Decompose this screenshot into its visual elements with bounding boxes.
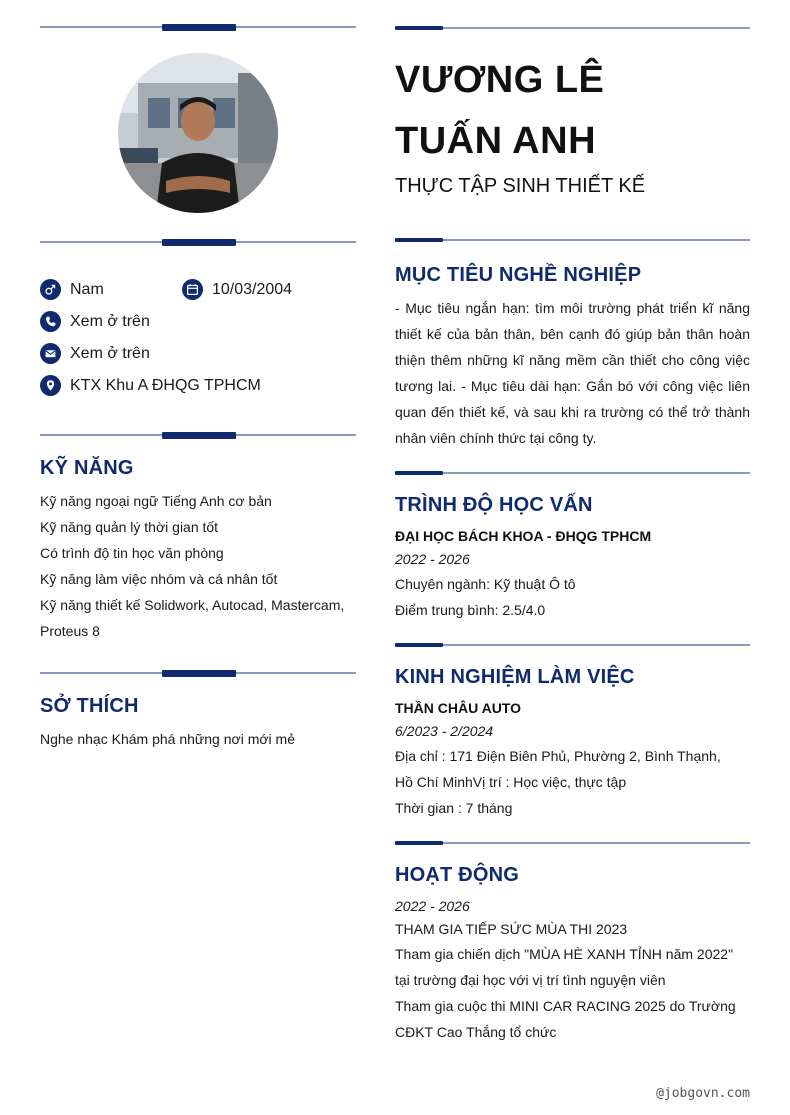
skill-item: Proteus 8: [40, 623, 100, 639]
skills-title: KỸ NĂNG: [40, 457, 134, 479]
info-phone: [40, 311, 150, 332]
education-title: TRÌNH ĐỘ HỌC VẤN: [395, 494, 593, 516]
birthdate-value: 10/03/2004: [212, 280, 293, 298]
calendar-icon: [182, 279, 203, 300]
info-gender: [40, 279, 104, 300]
hobbies-text: Nghe nhạc Khám phá những nơi mới mẻ: [40, 731, 295, 747]
objective-text: - Mục tiêu ngắn hạn: tìm môi trường phát triển kĩ năng thiết kế của bản thân, bên cạnh đó giúp bản thân hoàn thiện thêm những kĩ năng mềm cần thiết cho công việc tương lai. - Mục tiêu dài hạn: Gắn bó với công việc liên quan đến thiết kế, và sau khi ra trường có thể trở thành nhân viên chính thức tại công ty.: [395, 300, 750, 446]
email-value: Xem ở trên: [70, 344, 150, 362]
job-title: THỰC TẬP SINH THIẾT KẾ: [395, 175, 646, 197]
divider-education: [395, 469, 750, 477]
info-birthdate: [182, 279, 292, 300]
skill-item: Kỹ năng làm việc nhóm và cá nhân tốt: [40, 571, 278, 587]
education-gpa: Điểm trung bình: 2.5/4.0: [395, 602, 546, 618]
education-period: 2022 - 2026: [395, 551, 470, 567]
location-pin-icon: [40, 375, 61, 396]
full-name: [395, 50, 604, 172]
divider-top-right: [395, 24, 750, 32]
experience-detail: Địa chỉ : 171 Điện Biên Phủ, Phường 2, Bình Thạnh, Hồ Chí MinhVị trí : Học việc, thực tập: [395, 748, 721, 790]
school-name: ĐẠI HỌC BÁCH KHOA - ĐHQG TPHCM: [395, 528, 652, 544]
skill-item: Có trình độ tin học văn phòng: [40, 545, 224, 561]
activity-item: THAM GIA TIẾP SỨC MÙA THI 2023: [395, 921, 628, 937]
divider-hobbies: [40, 669, 356, 677]
gender-icon: [40, 279, 61, 300]
experience-period: 6/2023 - 2/2024: [395, 723, 494, 739]
experience-duration: Thời gian : 7 tháng: [395, 800, 513, 816]
divider-activities: [395, 839, 750, 847]
activity-item: Tham gia cuộc thi MINI CAR RACING 2025 do Trường CĐKT Cao Thắng tổ chức: [395, 998, 736, 1040]
experience-title: KINH NGHIỆM LÀM VIỆC: [395, 666, 635, 688]
activities-period: 2022 - 2026: [395, 898, 470, 914]
divider-below-avatar: [40, 238, 356, 246]
skill-item: Kỹ năng thiết kế Solidwork, Autocad, Mastercam,: [40, 597, 345, 613]
footer-watermark: @jobgovn.com: [656, 1086, 750, 1101]
address-value: KTX Khu A ĐHQG TPHCM: [70, 376, 261, 394]
name-line-1: VƯƠNG LÊ: [395, 59, 605, 101]
education-major: Chuyên ngành: Kỹ thuật Ô tô: [395, 576, 576, 592]
info-address: [40, 375, 261, 396]
phone-value: Xem ở trên: [70, 312, 150, 330]
hobbies-title: SỞ THÍCH: [40, 695, 139, 717]
divider-skills: [40, 431, 356, 439]
avatar: [118, 53, 278, 213]
company-name: THẦN CHÂU AUTO: [395, 700, 521, 716]
gender-value: Nam: [70, 280, 104, 298]
skill-item: Kỹ năng ngoại ngữ Tiếng Anh cơ bản: [40, 493, 272, 509]
phone-icon: [40, 311, 61, 332]
skill-item: Kỹ năng quản lý thời gian tốt: [40, 519, 219, 535]
activities-title: HOẠT ĐỘNG: [395, 864, 520, 886]
activity-item: Tham gia chiến dịch "MÙA HÈ XANH TỈNH năm 2022" tại trường đại học với vị trí tình nguyện viên: [395, 946, 734, 988]
divider-objective: [395, 236, 750, 244]
name-line-2: TUẤN ANH: [395, 120, 597, 162]
email-icon: [40, 343, 61, 364]
info-email: [40, 343, 150, 364]
objective-title: MỤC TIÊU NGHỀ NGHIỆP: [395, 264, 642, 286]
divider-top-left: [40, 23, 356, 31]
divider-experience: [395, 641, 750, 649]
